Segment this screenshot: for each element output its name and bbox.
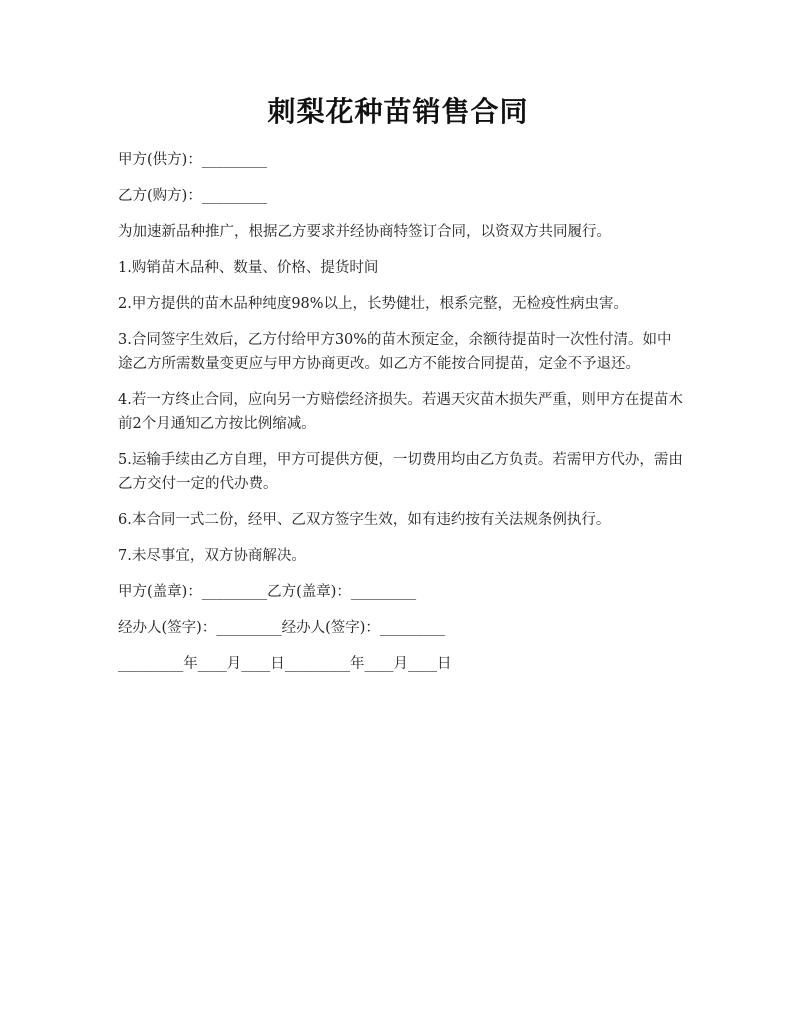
clause-2: 2.甲方提供的苗木品种纯度98%以上，长势健壮，根系完整，无检疫性病虫害。: [118, 296, 629, 312]
preamble-paragraph: 为加速新品种推广，根据乙方要求并经协商特签订合同，以资双方共同履行。: [118, 224, 611, 240]
clause-5: 5.运输手续由乙方自理，甲方可提供方便，一切费用均由乙方负责。若需甲方代办，需由乙方交付一定的代办费。: [118, 452, 683, 492]
signature-line: 经办人(签字)：_________经办人(签字)：_________: [118, 620, 446, 636]
document-body: [118, 148, 684, 688]
party-b-buyer-line: 乙方(购方)：_________: [118, 188, 268, 204]
document-title: 刺梨花种苗销售合同: [267, 95, 529, 128]
clause-6: 6.本合同一式二份，经甲、乙双方签字生效，如有违约按有关法规条例执行。: [118, 512, 611, 528]
clause-1: 1.购销苗木品种、数量、价格、提货时间: [118, 260, 379, 276]
seal-line: 甲方(盖章)：_________乙方(盖章)：_________: [118, 584, 417, 600]
date-line: _________年____月____日_________年____月____日: [118, 656, 452, 672]
clause-7: 7.未尽事宜，双方协商解决。: [118, 548, 306, 564]
clause-3: 3.合同签字生效后，乙方付给甲方30%的苗木预定金，余额待提苗时一次性付清。如中途乙方所需数量变更应与甲方协商更改。如乙方不能按合同提苗，定金不予退还。: [118, 332, 672, 372]
party-a-supplier-line: 甲方(供方)：_________: [118, 152, 268, 168]
clause-4: 4.若一方终止合同，应向另一方赔偿经济损失。若遇天灾苗木损失严重，则甲方在提苗木前2个月通知乙方按比例缩减。: [118, 392, 683, 432]
